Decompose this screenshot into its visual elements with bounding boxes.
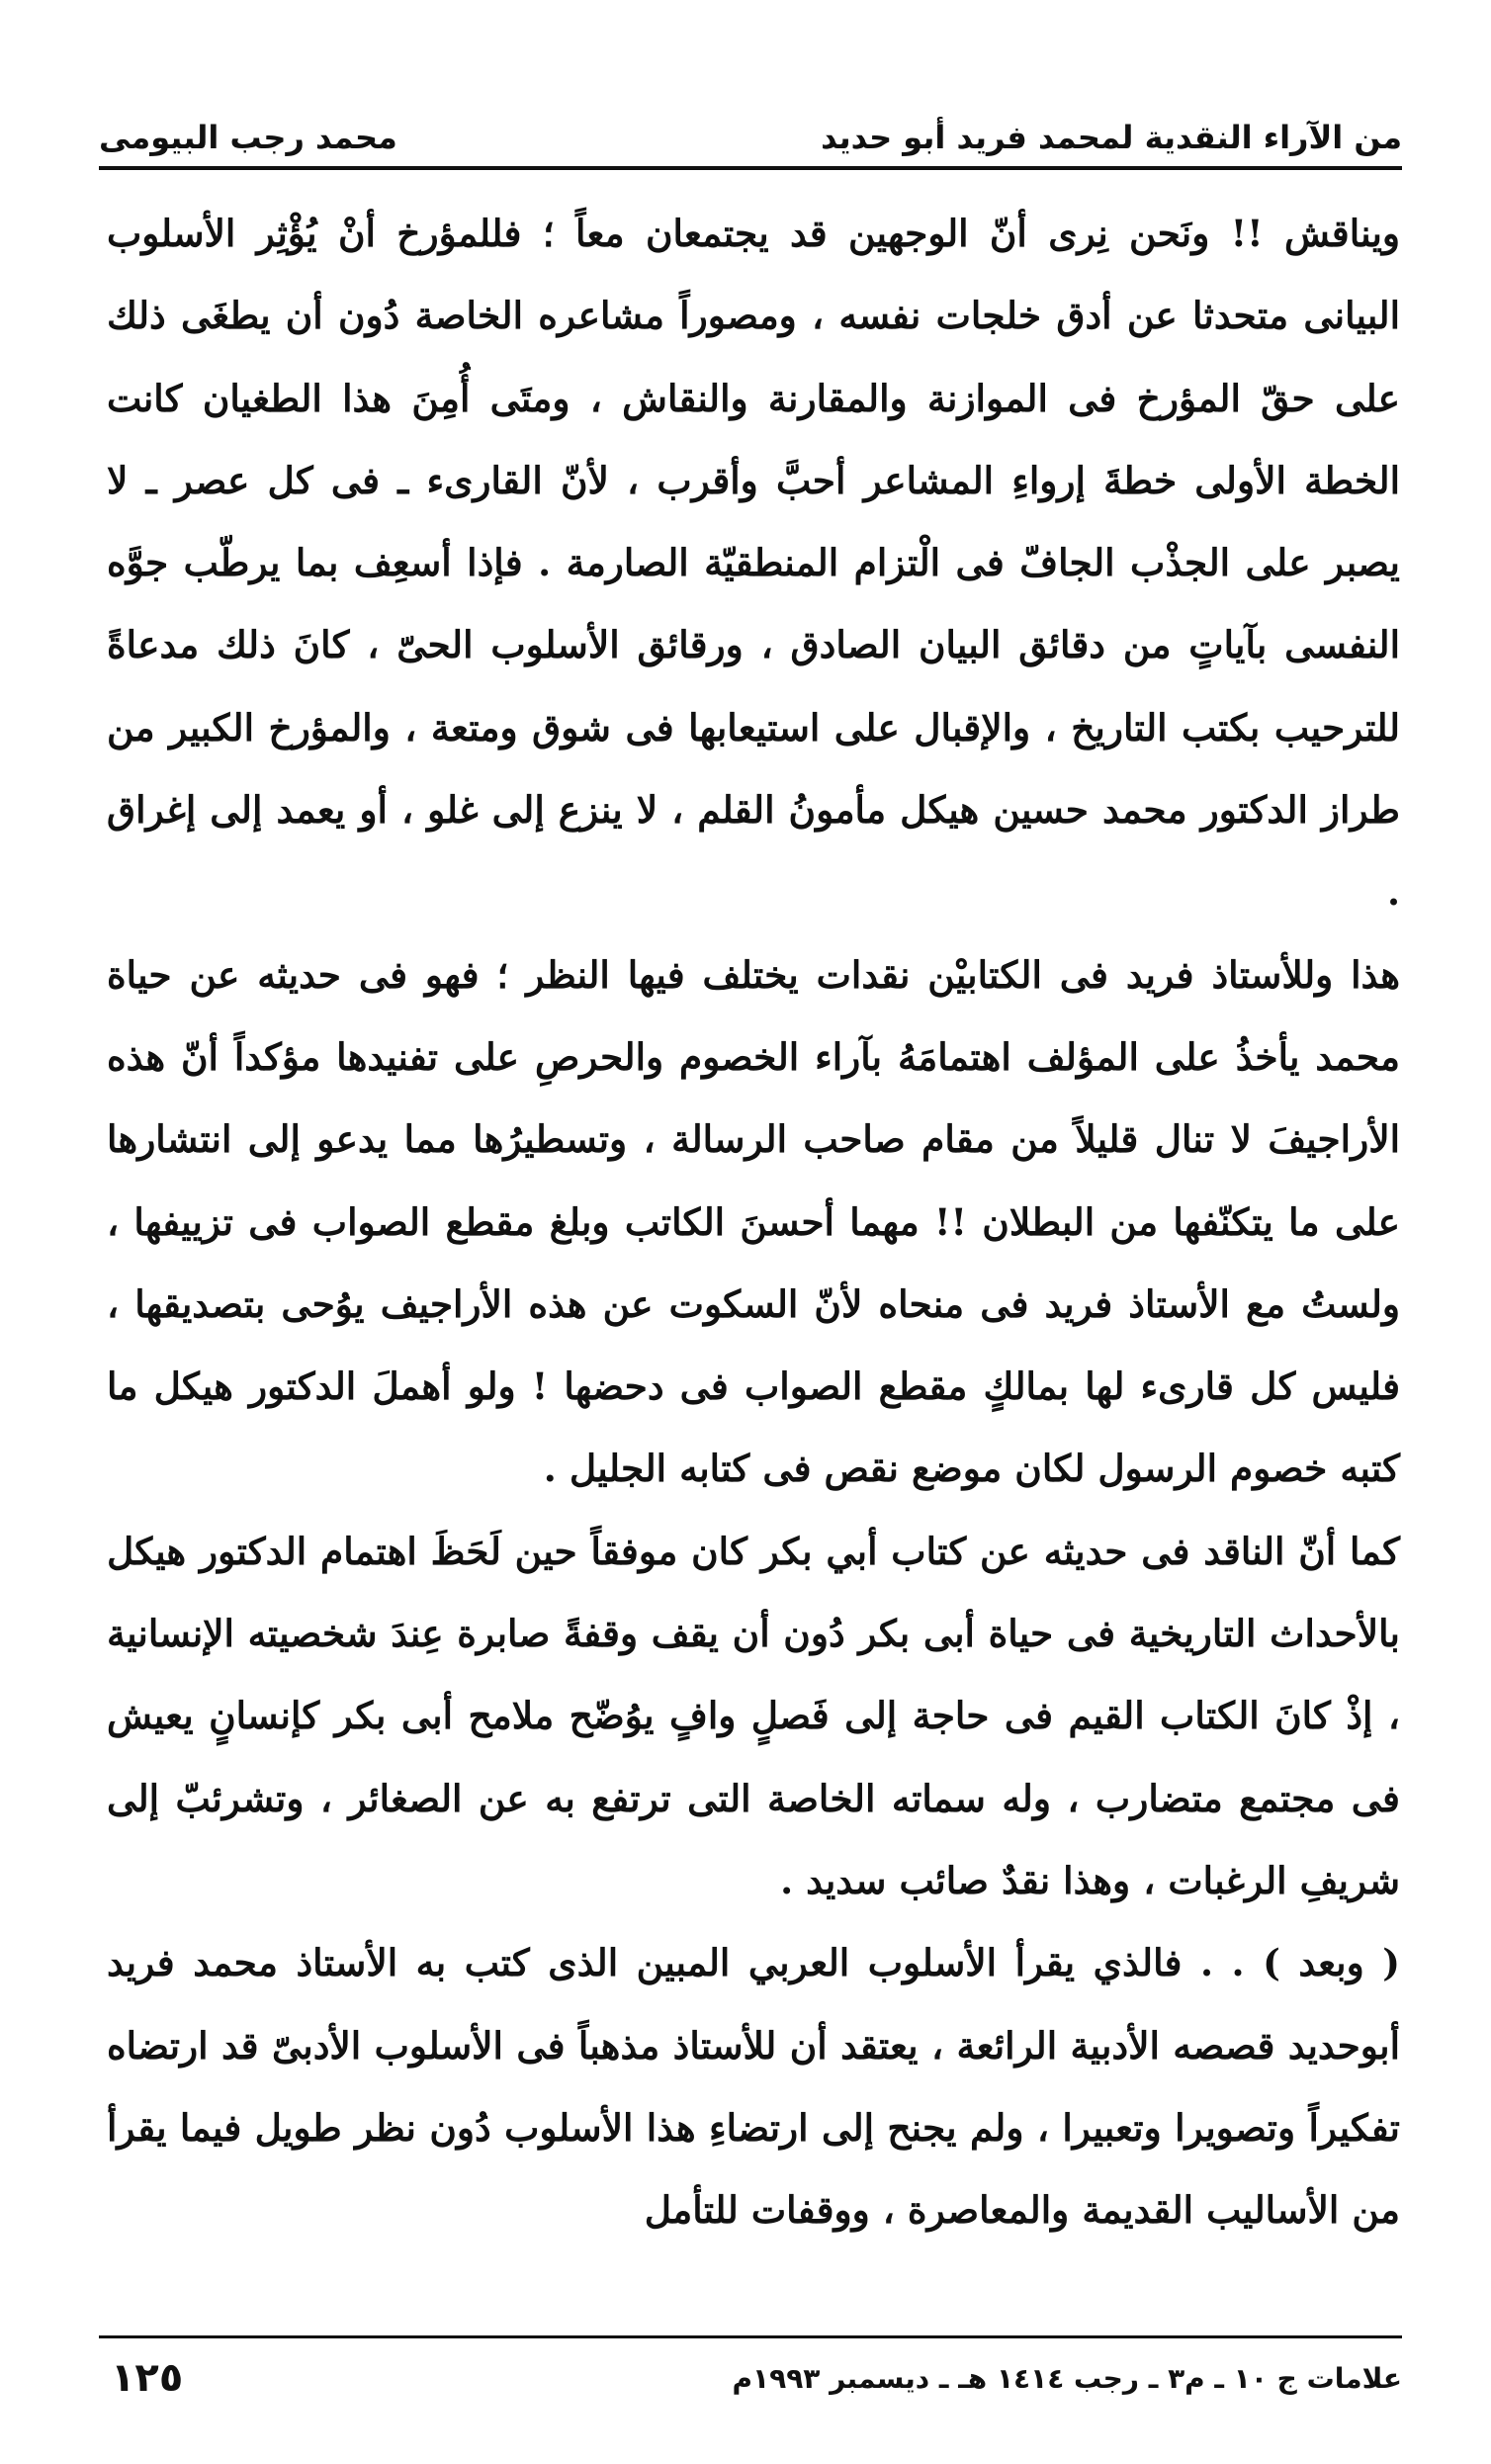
footer-rule — [99, 2335, 1402, 2338]
running-header — [99, 97, 1402, 156]
paragraph: كما أنّ الناقد فى حديثه عن كتاب أبي بكر كان موفقاً حين لَحَظَ اهتمام الدكتور هيكل بالأحداث التاريخية فى حياة أبى بكر دُون أن يقف وقفةً صابرة عِندَ شخصيته الإنسانية ، إذْ كانَ الكتاب القيم فى حاجة إلى فَصلٍ وافٍ يوُضّح ملامح أبى بكر كإنسانٍ يعيش فى مجتمع متضارب ، وله سماته الخاصة التى ترتفع به عن الصغائر ، وتشرئبّ إلى شريفِ الرغبات ، وهذا نقدٌ صائب سديد . — [107, 1529, 1400, 1902]
page-number: ١٢٥ — [111, 2355, 184, 2401]
body-text — [107, 193, 1400, 2251]
issue-info: علامات ج ١٠ ـ م٣ ـ رجب ١٤١٤ هـ ـ ديسمبر ١٩٩٣م — [732, 2361, 1402, 2395]
header-title: من الآراء النقدية لمحمد فريد أبو حديد — [821, 119, 1402, 156]
paragraph: ويناقش !! ونَحن نِرى أنّ الوجهين قد يجتمعان معاً ؛ فللمؤرخ أنْ يُؤْثِر الأسلوب البيانى متحدثا عن أدق خلجات نفسه ، ومصوراً مشاعره الخاصة دُون أن يطغَى ذلك على حقّ المؤرخ فى الموازنة والمقارنة والنقاش ، ومتَى أُمِنَ هذا الطغيان كانت الخطة الأولى خطةَ إرواءِ المشاعر أحبَّ وأقرب ، لأنّ القارىء ـ فى كل عصر ـ لا يصبر على الجذْب الجافّ فى الْتزام المنطقيّة الصارمة . فإذا أسعِف بما يرطّب جوَّه النفسى بآياتٍ من دقائق البيان الصادق ، ورقائق الأسلوب الحىّ ، كانَ ذلك مدعاةً للترحيب بكتب التاريخ ، والإقبال على استيعابها فى شوق ومتعة ، والمؤرخ الكبير من طراز الدكتور محمد حسين هيكل مأمونُ القلم ، لا ينزع إلى غلو ، أو يعمد إلى إغراق . — [107, 212, 1400, 915]
running-footer — [99, 2353, 1402, 2403]
header-author: محمد رجب البيومى — [99, 119, 397, 156]
paragraph: ( وبعد ) . . فالذي يقرأ الأسلوب العربي المبين الذى كتب به الأستاذ محمد فريد أبوحديد قصصه الأدبية الرائعة ، يعتقد أن للأستاذ مذهباً فى الأسلوب الأدبىّ قد ارتضاه تفكيراً وتصويرا وتعبيرا ، ولم يجنح إلى ارتضاءِ هذا الأسلوب دُون نظر طويل فيما يقرأ من الأساليب القديمة والمعاصرة ، ووقفات للتأمل — [107, 1941, 1400, 2233]
header-rule — [99, 166, 1402, 170]
paragraph: هذا وللأستاذ فريد فى الكتابيْن نقدات يختلف فيها النظر ؛ فهو فى حديثه عن حياة محمد يأخذُ على المؤلف اهتمامَهُ بآراء الخصوم والحرصِ على تفنيدها مؤكداً أنّ هذه الأراجيفَ لا تنال قليلاً من مقام صاحب الرسالة ، وتسطيرُها مما يدعو إلى انتشارها على ما يتكنّفها من البطلان !! مهما أحسنَ الكاتب وبلغ مقطع الصواب فى تزييفها ، ولستُ مع الأستاذ فريد فى منحاه لأنّ السكوت عن هذه الأراجيف يوُحى بتصديقها ، فليس كل قارىء لها بمالكٍ مقطع الصواب فى دحضها ! ولو أهملَ الدكتور هيكل ما كتبه خصوم الرسول لكان موضع نقص فى كتابه الجليل . — [107, 952, 1400, 1491]
